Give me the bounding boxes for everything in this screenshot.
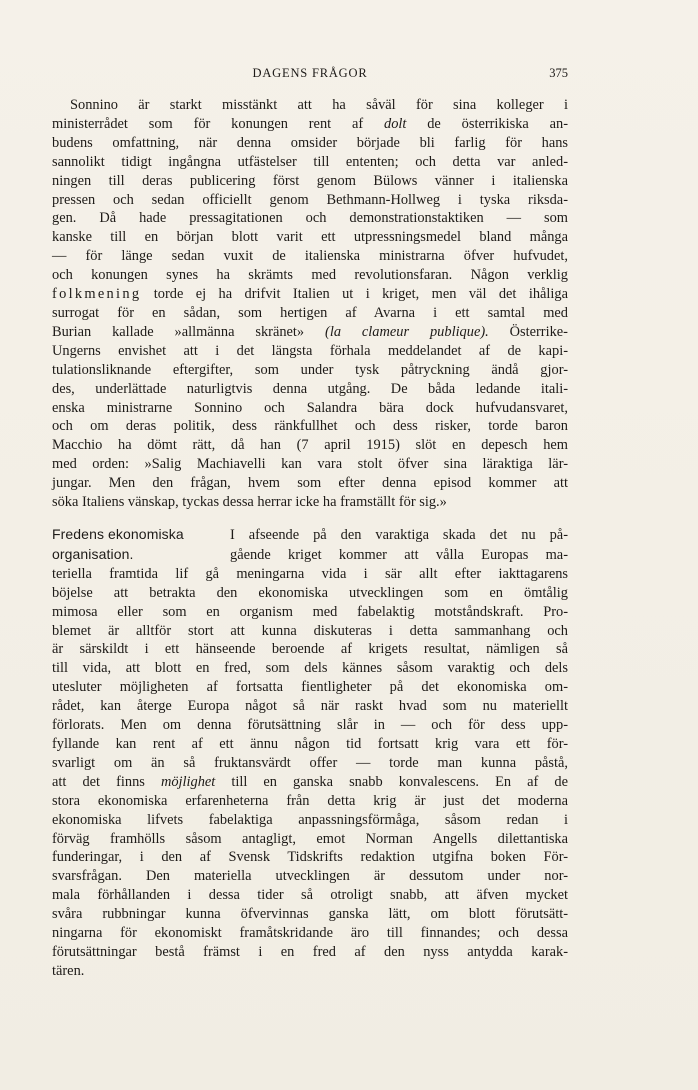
text-line: med orden: »Salig Machiavelli kan vara stolt öfver sina läraktiga lär- bbox=[52, 456, 568, 473]
text-line: mala förhållanden i dessa tider så otroligt snabb, att äfven mycket bbox=[52, 887, 568, 904]
sidehead-title: organisation. bbox=[52, 545, 134, 562]
text-line: pressen och sedan officiellt genom Bethmann-Hollweg i tyska riksda- bbox=[52, 191, 568, 208]
emphasis: (la clameur publique). bbox=[325, 323, 489, 340]
text-line: enska ministrarne Sonnino och Salandra bära dock hufvudansvaret, bbox=[52, 399, 568, 416]
text-line: teriella framtida lif gå meningarna vida i sär allt efter iakttagarens bbox=[52, 565, 568, 582]
sidehead-row bbox=[52, 525, 568, 545]
text-line: des, underlättade naturligtvis denna utgång. De båda ledande itali- bbox=[52, 380, 568, 397]
text-line: svåra rubbningar kunna öfvervinnas ganska lätt, om blott förutsätt- bbox=[52, 906, 568, 923]
text-line: Burian kallade »allmänna skränet» (la clameur publique). Österrike- bbox=[52, 323, 568, 340]
text-line: förväg framhölls såsom antagligt, emot Norman Angells dilettantiska bbox=[52, 830, 568, 847]
text-line: är särskildt i ett hänseende beroende af krigets resultat, nämligen så bbox=[52, 641, 568, 658]
text-line: Ungerns envishet att i det längsta förhala meddelandet af de kapi- bbox=[52, 342, 568, 359]
text-line: förutsättningar bestå främst i en fred af den nyss antydda karak- bbox=[52, 943, 568, 960]
text-line: jungar. Men den frågan, hvem som efter denna episod kommer att bbox=[52, 475, 568, 492]
emphasis: möjlighet bbox=[160, 773, 216, 790]
emphasis: dolt bbox=[384, 115, 407, 132]
running-title: DAGENS FRÅGOR bbox=[252, 66, 368, 80]
text-line: tulationsliknande eftergifter, som under tysk påtryckning ändå gjor- bbox=[52, 361, 568, 378]
text-line: och konungen synes ha skrämts med revolutionsfaran. Någon verklig bbox=[52, 267, 568, 284]
text-line: blemet är alltför stort att kunna diskuteras i detta sammanhang och bbox=[52, 622, 568, 639]
page-number: 375 bbox=[549, 66, 568, 80]
text-line: svarligt om än så fruktansvärdt offer — torde man kunna påstå, bbox=[52, 754, 568, 771]
text-line: tären. bbox=[52, 962, 85, 979]
text-line: böjelse att betrakta den ekonomiska utvecklingen som en ömtålig bbox=[52, 584, 568, 601]
text-line: gående kriget kommer att vålla Europas ma- bbox=[230, 546, 568, 563]
text-line: mimosa eller som en organism med fabelaktig motståndskraft. Pro- bbox=[52, 603, 568, 620]
text-line: till vida, att blott en fred, som dels kännes såsom varaktig och dels bbox=[52, 660, 568, 677]
text-line: budens omfattning, när denna omsider började bli farlig för hans bbox=[52, 134, 568, 151]
text-line: söka Italiens vänskap, tyckas dessa herrar icke ha framställt för sig.» bbox=[52, 494, 447, 511]
text-line: förlorats. Men om denna förutsättning slår in — och för dess upp- bbox=[52, 717, 568, 734]
text-line: I afseende på den varaktiga skada det nu på- bbox=[230, 527, 568, 543]
text-line: ningarna för ekonomiskt framåtskridande äro till finnandes; och dessa bbox=[52, 925, 568, 942]
text-line: gen. Då hade pressagitationen och demonstrationstaktiken — som bbox=[52, 210, 568, 227]
paragraph-sonnino bbox=[52, 96, 568, 512]
text-line: — för länge sedan vuxit de italienska ministrarna öfver hufvudet, bbox=[52, 248, 568, 265]
text-line: svarsfrågan. Den materiella utvecklingen är dessutom under nor- bbox=[52, 868, 568, 885]
text-line: utesluter möjligheten af fortsatta fientligheter på det ekonomiska om- bbox=[52, 679, 568, 696]
text-line: Sonnino är starkt misstänkt att ha såväl för sina kolleger i bbox=[70, 97, 568, 113]
text-line: rådet, kan återge Europa något så när raskt hvad som nu materiellt bbox=[52, 698, 568, 715]
text-line: att det finns möjlighet till en ganska snabb konvalescens. En af de bbox=[52, 773, 568, 790]
text-line: kanske till en början blott varit ett utpressningsmedel bland många bbox=[52, 229, 568, 246]
spaced-emphasis: folkmening bbox=[52, 286, 142, 303]
text-line: funderingar, i den af Svensk Tidskrifts redaktion utgifna boken För- bbox=[52, 849, 568, 866]
text-line: och om deras politik, dess ränkfullhet och dess risker, torde baron bbox=[52, 418, 568, 435]
text-line: Macchio ha dömt rätt, då han (7 april 1915) slöt en depesch hem bbox=[52, 437, 568, 454]
text-line: stora ekonomiska erfarenheterna från detta krig är just det moderna bbox=[52, 792, 568, 809]
paragraph-fredens-ekonomiska-organisation bbox=[52, 525, 568, 981]
text-line: ministerrådet som för konungen rent af dolt de österrikiska an- bbox=[52, 115, 568, 132]
text-line: fyllande kan rent af ett ännu någon tid fortsatt krig vara ett för- bbox=[52, 735, 568, 752]
sidehead-title: Fredens ekonomiska bbox=[52, 526, 184, 542]
text-line: ekonomiska lifvets fabelaktiga anpassningsförmåga, såsom redan i bbox=[52, 811, 568, 828]
text-line: ningen till deras publicering först genom Bülows vänner i italienska bbox=[52, 172, 568, 189]
page-header bbox=[52, 66, 568, 86]
text-line: surrogat för en sådan, som hertigen af Avarna i ett samtal med bbox=[52, 304, 568, 321]
sidehead-row bbox=[52, 545, 568, 565]
text-line: folkmening torde ej ha drifvit Italien ut i kriget, men väl det ihåliga bbox=[52, 286, 568, 303]
text-line: sannolikt tidigt ingångna utfästelser till ententen; och detta var anled- bbox=[52, 153, 568, 170]
